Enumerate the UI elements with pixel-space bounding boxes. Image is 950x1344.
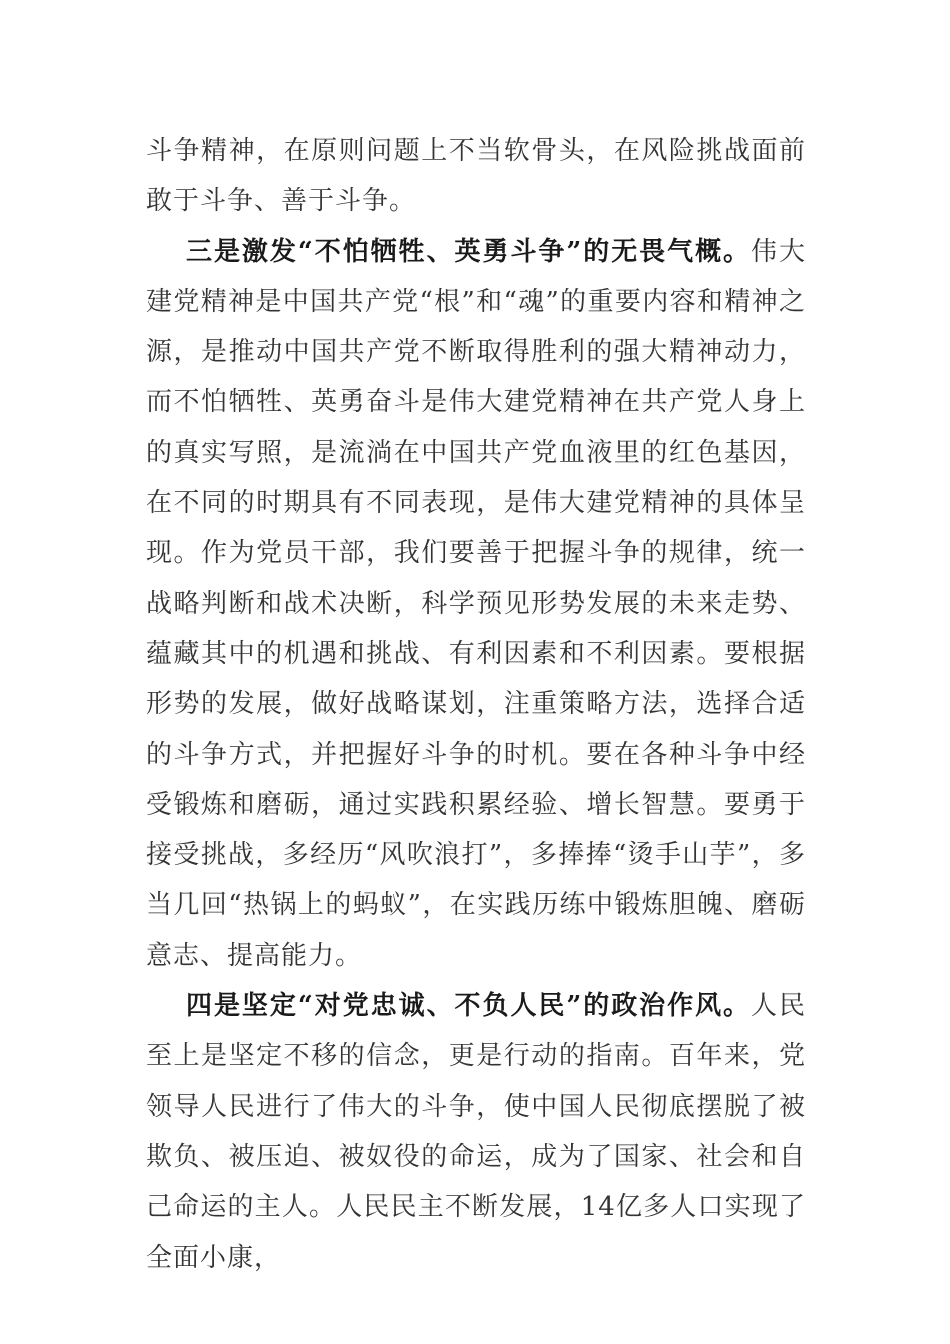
document-body — [146, 126, 806, 1283]
paragraph-text: 伟大建党精神是中国共产党“根”和“魂”的重要内容和精神之源，是推动中国共产党不断取得胜利的强大精神动力，而不怕牺牲、英勇奋斗是伟大建党精神在共产党人身上的真实写照，是流淌在中国共产党血液里的红色基因，在不同的时期具有不同表现，是伟大建党精神的具体呈现。作为党员干部，我们要善于把握斗争的规律，统一战略判断和战术决断，科学预见形势发展的未来走势、蕴藏其中的机遇和挑战、有利因素和不利因素。要根据形势的发展，做好战略谋划，注重策略方法，选择合适的斗争方式，并把握好斗争的时机。要在各种斗争中经受锻炼和磨砺，通过实践积累经验、增长智慧。要勇于接受挑战，多经历“风吹浪打”，多捧捧“烫手山芋”，多当几回“热锅上的蚂蚁”，在实践历练中锻炼胆魄、磨砺意志、提高能力。 — [146, 236, 806, 971]
paragraph-three — [146, 227, 806, 981]
paragraph-heading: 三是激发“不怕牺牲、英勇斗争”的无畏气概。 — [186, 236, 752, 267]
paragraph-text: 斗争精神，在原则问题上不当软骨头，在风险挑战面前敢于斗争、善于斗争。 — [146, 136, 806, 217]
paragraph-four — [146, 981, 806, 1283]
paragraph-heading: 四是坚定“对党忠诚、不负人民”的政治作风。 — [186, 991, 752, 1022]
paragraph-continuation — [146, 126, 806, 227]
paragraph-text: 人民至上是坚定不移的信念，更是行动的指南。百年来，党领导人民进行了伟大的斗争，使中国人民彻底摆脱了被欺负、被压迫、被奴役的命运，成为了国家、社会和自己命运的主人。人民民主不断发展，14亿多人口实现了全面小康， — [146, 991, 806, 1273]
